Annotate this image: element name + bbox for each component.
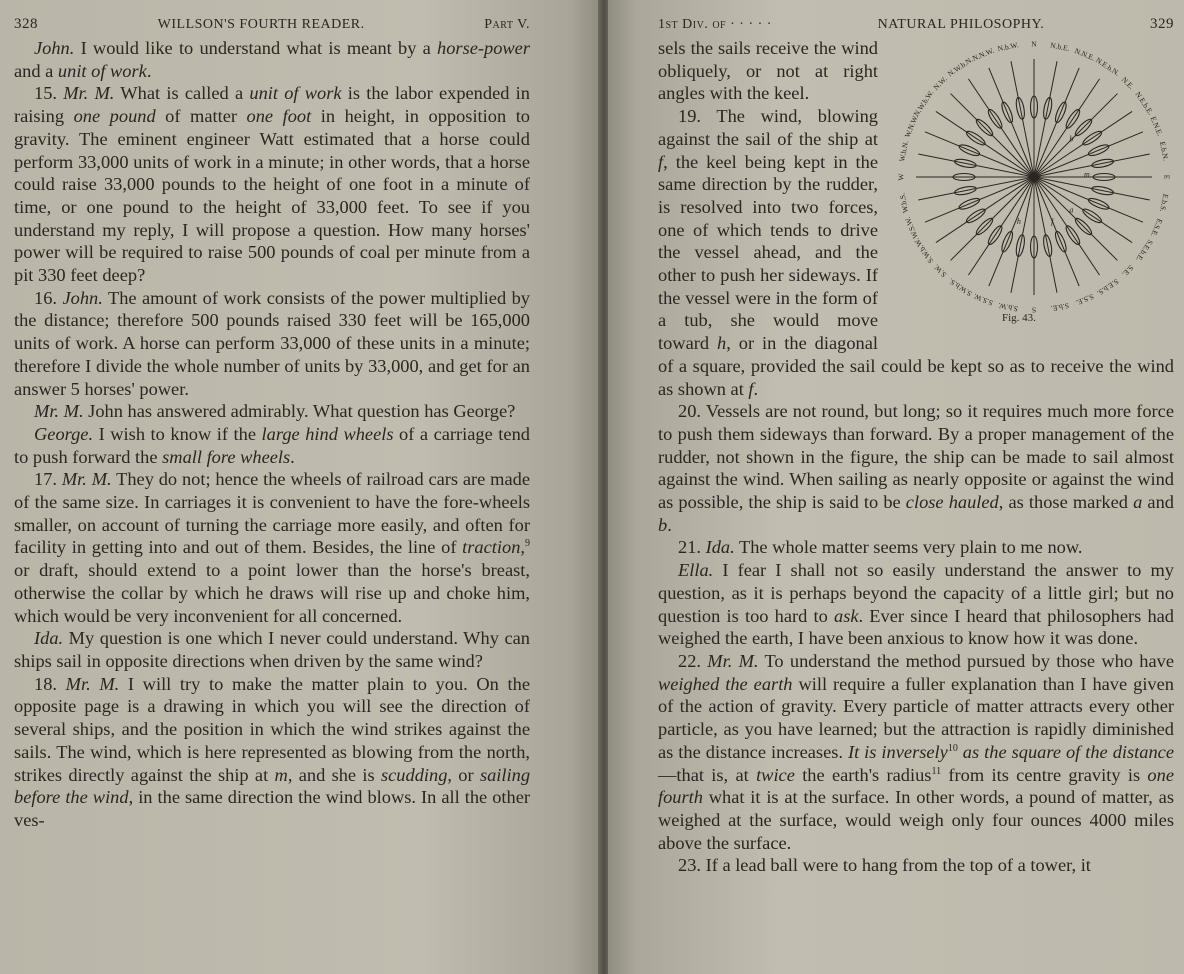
right-division-label: 1st Div. of · · · · · — [658, 17, 772, 32]
ship-letter-label: f — [1051, 216, 1054, 226]
compass-point-label: N.W.b.W. — [911, 88, 936, 118]
compass-point-label: N — [1031, 39, 1037, 49]
left-running-title: WILLSON'S FOURTH READER. — [157, 17, 365, 32]
compass-point-label: S.S.E. — [1074, 291, 1096, 308]
compass-point-label: E.b.N. — [1157, 140, 1171, 162]
compass-point-label: S.E.b.S. — [1095, 276, 1121, 298]
compass-point-label: N.N.E. — [1073, 46, 1097, 63]
paragraph-17: 17. Mr. M. They do not; hence the wheels of railroad cars are made of the same size. In carriages it is convenient to have the fore-wheels smaller, on account of turning the carriage more easily, and often for facility in getting into and out of them. Besides, the line of traction,$^9$ or draft, should extend to a point lower than the horse's breast, otherwise the collar by which he draws will rise up and choke him, which would be very inconvenient for all concerned. — [14, 469, 531, 626]
ship-letter-label: b — [1069, 134, 1074, 144]
paragraph-mr-m-reply: Mr. M. John has answered admirably. What question has George? — [34, 401, 516, 422]
compass-point-label: N.b.W. — [996, 40, 1020, 54]
compass-point-label: N.E.b.N. — [1094, 55, 1122, 78]
compass-point-label: S.b.E. — [1050, 301, 1070, 314]
compass-point-label: N.N.W. — [970, 45, 996, 63]
left-running-head — [14, 16, 530, 33]
compass-point-label: E.S.E. — [1148, 217, 1165, 239]
paragraph-20: 20. Vessels are not round, but long; so it requires much more force to push them sideways than forward. By a proper management of the rudder, not shown in the figure, the ship can be made to sail almost against the wind. When sailing as nearly opposite or against the wind as possible, the ship is said to be close hauled, as those marked a and b. — [658, 401, 1174, 535]
ship-letter-label: a — [1069, 205, 1074, 215]
right-page — [608, 0, 1184, 974]
compass-point-label: N.b.E. — [1049, 40, 1071, 54]
compass-point-label: N.W. — [931, 74, 949, 92]
compass-point-label: W.N.W. — [902, 113, 921, 139]
paragraph-21: 21. Ida. The whole matter seems very plain to me now. — [678, 537, 1083, 558]
paragraph-ella: Ella. I fear I shall not so easily understand the answer to my question, as it is perhaps beyond the capacity of a little girl; but no question is too hard to ask. Ever since I heard that philosophers had weighed the earth, I have been anxious to know how it was done. — [658, 560, 1174, 649]
paragraph-19: 19. The wind, blowing against the sail of the ship at f, the keel being kept in the same direction by the rudder, is resolved into two forces, one of which tends to drive the vessel ahead, and the other to push her sideways. If the vessel were in the form of a tub, she would move toward h, or in the diagonal of a square, provided the sail could be kept so as to receive the wind as shown at f. — [658, 106, 1174, 399]
right-page-text — [658, 37, 1174, 877]
compass-point-label: N.W.b.N. — [945, 54, 975, 79]
paragraph-ida: Ida. My question is one which I never could understand. Why can ships sail in opposite directions when driven by the same wind? — [14, 628, 530, 671]
paragraph-continued: sels the sails receive the wind obliquely, or not at right angles with the keel. — [658, 38, 878, 104]
figure-43-compass — [884, 37, 1184, 337]
left-part-label: Part V. — [484, 17, 530, 32]
compass-point-label: S.W.b.S. — [946, 276, 974, 299]
paragraph-george: George. I wish to know if the large hind wheels of a carriage tend to push forward the small fore wheels. — [14, 423, 530, 467]
paragraph-15: 15. Mr. M. What is called a unit of work is the labor expended in raising one pound of matter one foot in height, in opposition to gravity. The eminent engineer Watt estimated that a horse could perform 33,000 units of work in a minute; in other words, that a horse could raise 33,000 pounds to the height of one foot in a minute of time, or one pound to the height of 33,000 feet. To see if you understand my reply, I will propose a question. How many horses' power will be required to raise 500 pounds of coal per minute from a pit 330 feet deep? — [14, 83, 530, 286]
ship-letter-label: m — [1084, 170, 1090, 179]
right-running-head — [658, 16, 1174, 33]
compass-point-label: S.W. — [931, 262, 949, 280]
paragraph-22: 22. Mr. M. To understand the method pursued by those who have weighed the earth will require a fuller explanation than I have given of the action of gravity. Every particle of matter attracts every other particle, as you have learned; but the attraction is rapidly diminished as the distance increases. It is inversely$^{10}$ as the square of the distance—that is, at twice the earth's radius$^{11}$ from its centre gravity is one fourth what it is at the surface. In other words, a pound of matter, as weighed at the surface, would weigh only four ounces 4000 miles above the surface. — [658, 650, 1174, 853]
figure-caption: Fig. 43. — [1002, 312, 1036, 324]
compass-point-label: S.E. — [1120, 263, 1136, 279]
compass-point-label: S.S.W. — [972, 291, 995, 308]
paragraph-john-question: John. I would like to understand what is meant by a horse-power and a unit of work. — [14, 38, 530, 81]
left-page-text — [14, 37, 530, 832]
compass-point-label: W — [896, 173, 906, 181]
compass-point-label: W.b.S. — [897, 192, 911, 214]
left-page-number: 328 — [14, 16, 38, 32]
compass-point-label: N.E.b.E. — [1133, 89, 1156, 117]
paragraph-16: 16. John. The amount of work consists of the power multiplied by the distance; therefore 500 pounds raised 330 feet will be 165,000 units of work. A horse can perform 33,000 of these units in a minute; therefore I divide the whole number of units by 33,000, and get for an answer 5 horses' power. — [14, 287, 531, 399]
paragraph-23: 23. If a lead ball were to hang from the top of a tower, it — [678, 855, 1091, 876]
ship-letter-label: h — [1016, 216, 1021, 226]
compass-point-label: S.E.b.E. — [1133, 238, 1155, 264]
compass-point-label: S.b.W. — [997, 300, 1019, 314]
compass-rose-diagram — [884, 37, 1184, 315]
compass-point-label: E — [1162, 174, 1172, 180]
right-page-number: 329 — [1149, 16, 1174, 32]
compass-point-label: S — [1031, 305, 1037, 315]
compass-point-label: W.S.W. — [902, 215, 920, 240]
compass-point-label: S.W.b.W. — [912, 236, 936, 265]
compass-point-label: N.E. — [1119, 75, 1136, 92]
compass-point-label: W.b.N. — [897, 139, 911, 163]
compass-point-label: E.N.E. — [1148, 115, 1165, 138]
right-running-title: NATURAL PHILOSOPHY. — [877, 17, 1045, 32]
paragraph-18: 18. Mr. M. I will try to make the matter plain to you. On the opposite page is a drawing in which you will see the direction of several ships, and the position in which the wind strikes against the sails. The wind, which is here represented as blowing from the north, strikes directly against the ship at m, and she is scudding, or sailing before the wind, in the same direction the wind blows. In all the other ves- — [14, 673, 531, 830]
compass-point-label: E.b.S. — [1158, 193, 1171, 213]
